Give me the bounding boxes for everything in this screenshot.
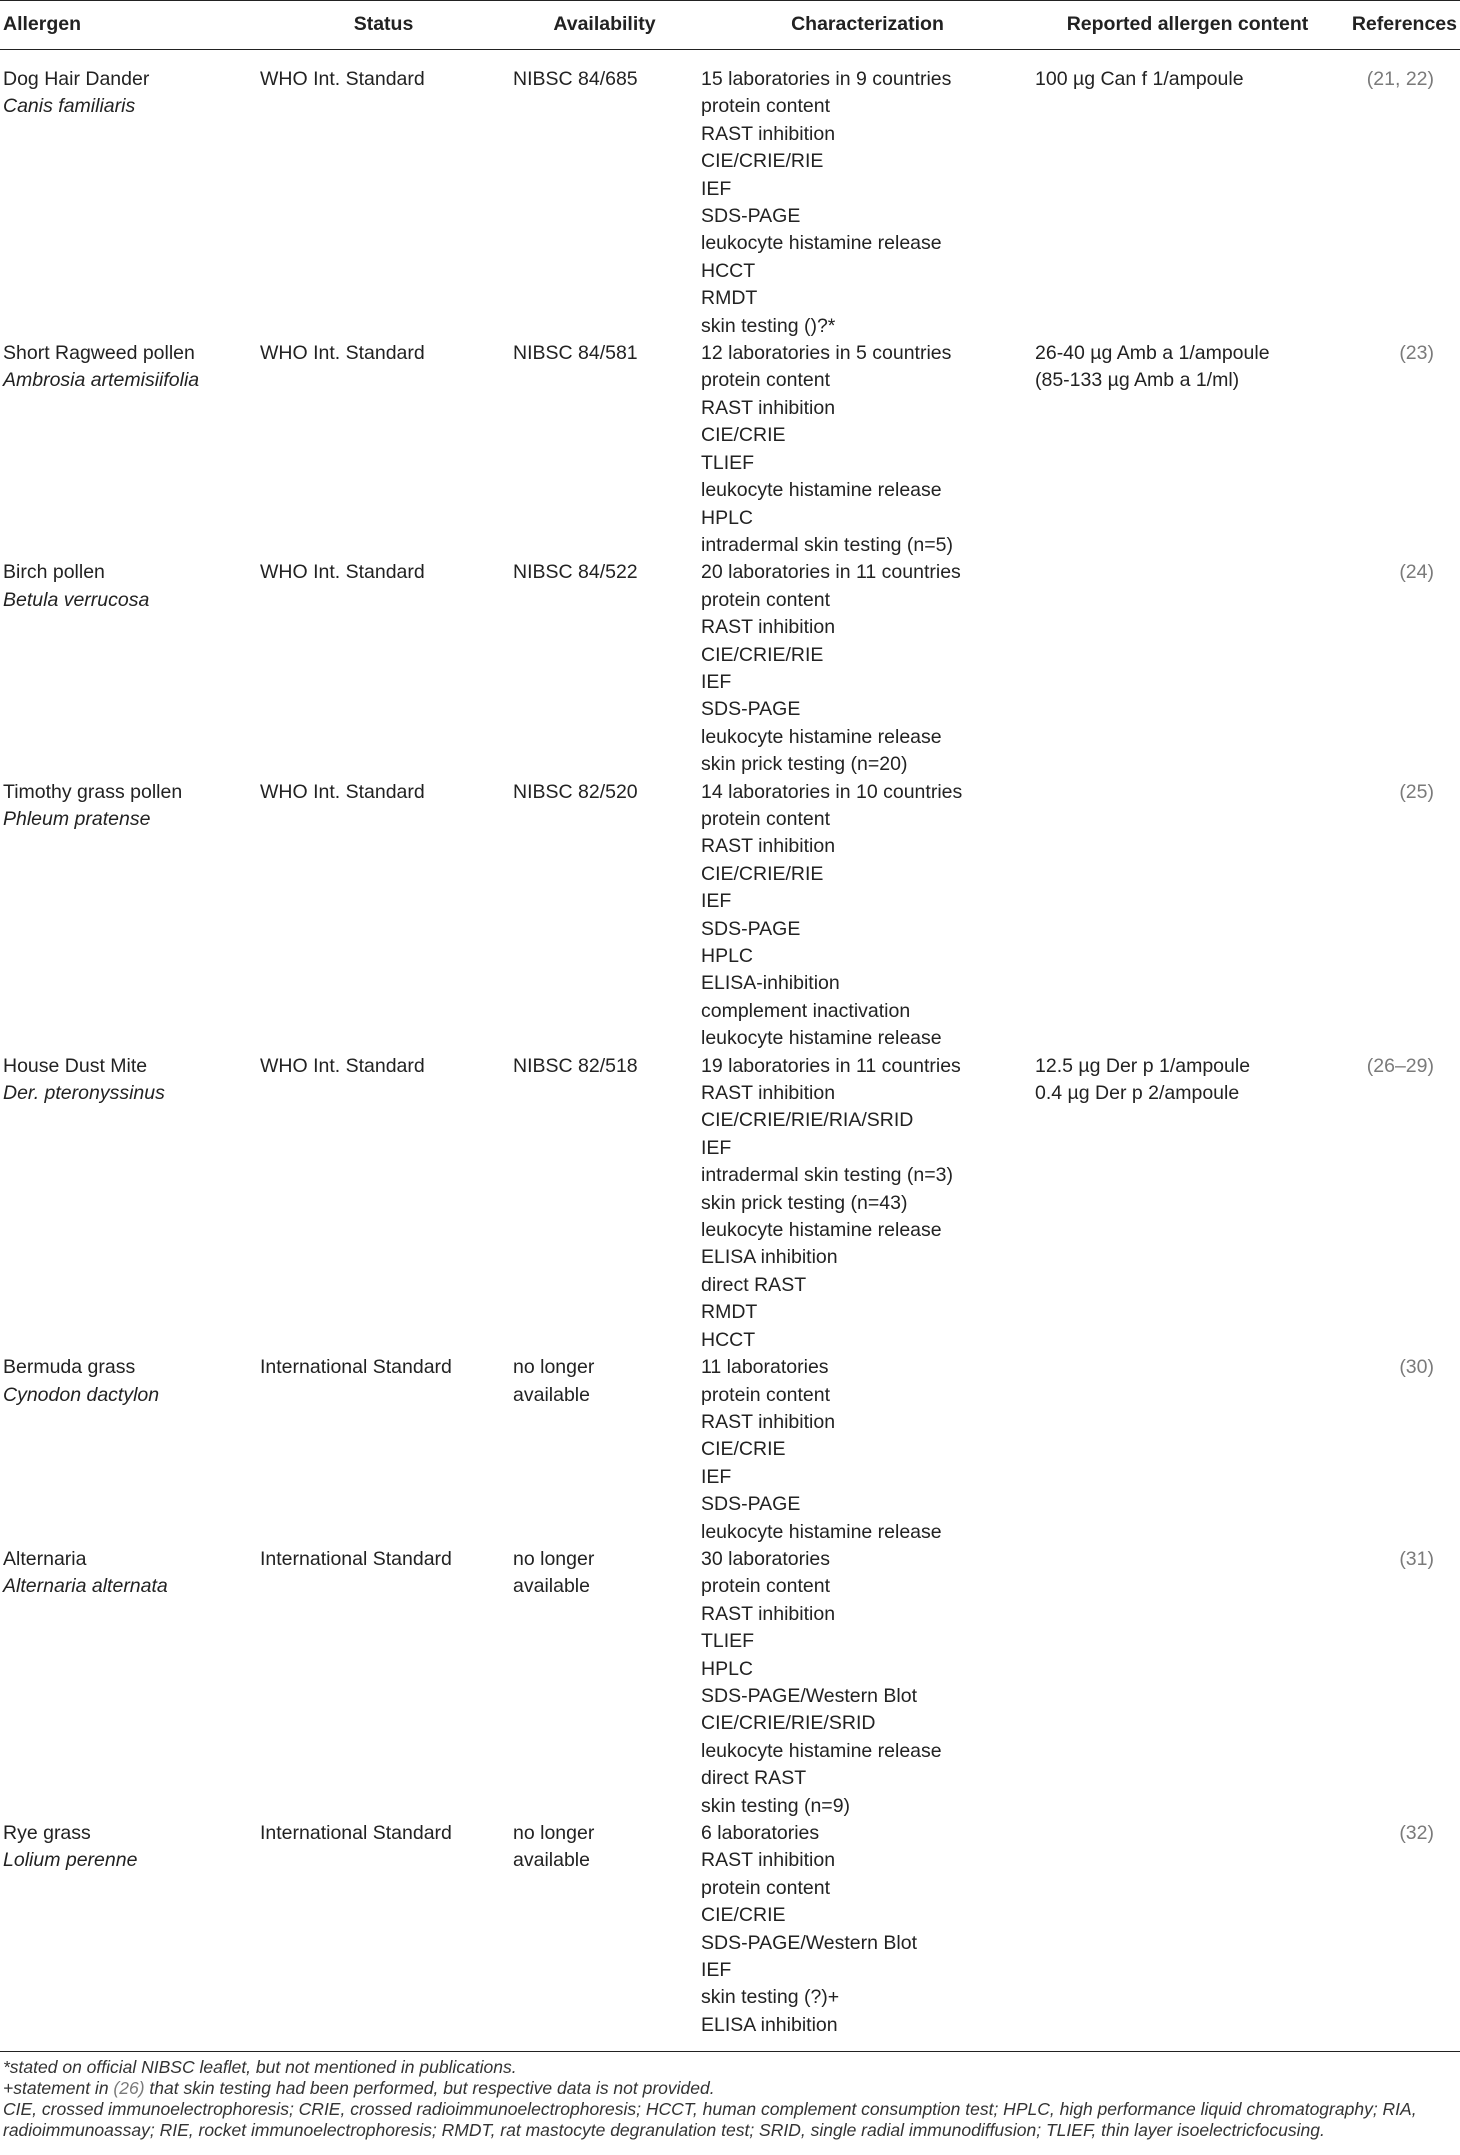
characterization-item: leukocyte histamine release <box>701 1027 942 1050</box>
footnote-plus <box>3 2078 1453 2099</box>
characterization-item: leukocyte histamine release <box>701 1739 942 1762</box>
characterization-item: CIE/CRIE <box>701 1904 786 1927</box>
cell-references <box>1340 559 1460 778</box>
cell-status: International Standard <box>260 1547 452 1570</box>
allergen-latin-name: Ambrosia artemisiifolia <box>3 369 200 392</box>
characterization-item: CIE/CRIE/RIE <box>701 643 824 666</box>
cell-availability: NIBSC 82/520 <box>513 780 638 803</box>
characterization-item: IEF <box>701 1136 732 1159</box>
allergen-content-line: 26-40 µg Amb a 1/ampoule <box>1035 342 1270 365</box>
column-header-availability: Availability <box>509 1 700 50</box>
characterization-item: IEF <box>701 1959 732 1982</box>
cell-references <box>1340 50 1460 341</box>
footnote-abbreviations: CIE, crossed immunoelectrophoresis; CRIE, crossed radioimmunoelectrophoresis; HCCT, human complement consumption test; HPLC, high performance liquid chromatography; RIA, radioimmunoassay; RIE, rocket immunoelectrophoresis; RMDT, rat mastocyte degranulation test; SRID, single radial immunodiffusion; TLIEF, thin layer isoelectricfocusing. <box>3 2099 1417 2140</box>
cell-allergen-content <box>1035 559 1340 778</box>
table-row <box>0 1546 1460 1820</box>
cell-characterization <box>700 1820 1035 2052</box>
cell-references <box>1340 1820 1460 2052</box>
cell-characterization <box>700 1546 1035 1820</box>
table-row <box>0 1354 1460 1546</box>
cell-characterization <box>700 559 1035 778</box>
header-row <box>0 1 1460 50</box>
cell-allergen <box>0 340 258 559</box>
characterization-item: SDS-PAGE/Western Blot <box>701 1684 918 1707</box>
allergen-latin-name: Canis familiaris <box>3 95 136 118</box>
cell-allergen <box>0 50 258 341</box>
characterization-item: 15 laboratories in 9 countries <box>701 68 952 90</box>
column-header-references: References <box>1340 1 1460 50</box>
cell-allergen-content <box>1035 1354 1340 1546</box>
characterization-item: 19 laboratories in 11 countries <box>701 1054 961 1077</box>
characterization-item: protein content <box>701 1575 831 1598</box>
characterization-item: ELISA inhibition <box>701 2013 838 2036</box>
characterization-item: 14 laboratories in 10 countries <box>701 780 963 803</box>
allergen-content-line: 12.5 µg Der p 1/ampoule <box>1035 1054 1251 1077</box>
characterization-item: ELISA inhibition <box>701 1246 838 1269</box>
table-row <box>0 779 1460 1053</box>
allergen-name: Rye grass <box>3 1822 91 1844</box>
characterization-item: skin testing (n=9) <box>701 1794 851 1817</box>
characterization-item: SDS-PAGE <box>701 917 801 940</box>
characterization-item: SDS-PAGE <box>701 1493 801 1516</box>
characterization-item: skin prick testing (n=43) <box>701 1191 908 1214</box>
characterization-item: RAST inhibition <box>701 1082 836 1105</box>
characterization-item: complement inactivation <box>701 999 911 1022</box>
characterization-item: 20 laboratories in 11 countries <box>701 561 961 584</box>
characterization-item: leukocyte histamine release <box>701 1219 942 1242</box>
allergen-name: Short Ragweed pollen <box>3 342 195 365</box>
cell-characterization <box>700 340 1035 559</box>
availability-line: no longer <box>513 1547 595 1570</box>
characterization-item: 11 laboratories <box>701 1356 829 1379</box>
characterization-item: CIE/CRIE/RIE <box>701 862 824 885</box>
table-row <box>0 1053 1460 1354</box>
reference-link[interactable]: (25) <box>1399 780 1434 803</box>
allergen-name: House Dust Mite <box>3 1054 148 1077</box>
reference-link[interactable]: (30) <box>1399 1356 1434 1379</box>
cell-allergen-content <box>1035 1546 1340 1820</box>
cell-allergen <box>0 1820 258 2052</box>
cell-allergen <box>0 1354 258 1546</box>
characterization-item: HCCT <box>701 1328 756 1351</box>
characterization-item: intradermal skin testing (n=5) <box>701 533 953 556</box>
allergen-latin-name: Lolium perenne <box>3 1849 138 1872</box>
table-row <box>0 340 1460 559</box>
characterization-item: RMDT <box>701 287 758 310</box>
cell-characterization <box>700 50 1035 341</box>
allergen-name: Bermuda grass <box>3 1356 136 1379</box>
cell-allergen <box>0 1053 258 1354</box>
cell-references <box>1340 1546 1460 1820</box>
cell-status: WHO Int. Standard <box>260 1054 425 1077</box>
characterization-item: RAST inhibition <box>701 1849 836 1872</box>
characterization-item: skin testing ()?* <box>701 314 836 337</box>
cell-references <box>1340 1053 1460 1354</box>
footnote-star: *stated on official NIBSC leaflet, but not mentioned in publications. <box>3 2057 517 2077</box>
cell-availability: NIBSC 84/581 <box>513 342 638 365</box>
cell-availability: NIBSC 82/518 <box>513 1054 638 1077</box>
reference-link[interactable]: (24) <box>1399 561 1434 584</box>
characterization-item: HPLC <box>701 506 754 529</box>
characterization-item: IEF <box>701 890 732 913</box>
characterization-item: leukocyte histamine release <box>701 479 942 502</box>
reference-link[interactable]: (23) <box>1399 342 1434 365</box>
characterization-item: IEF <box>701 177 732 200</box>
cell-allergen-content <box>1035 50 1340 341</box>
footnote-plus-suffix: that skin testing had been performed, but respective data is not provided. <box>144 2078 715 2098</box>
reference-link[interactable]: (21, 22) <box>1366 68 1434 90</box>
characterization-item: CIE/CRIE <box>701 424 786 447</box>
reference-link[interactable]: (26–29) <box>1366 1054 1434 1077</box>
characterization-item: direct RAST <box>701 1767 807 1790</box>
characterization-item: RAST inhibition <box>701 122 836 145</box>
cell-allergen-content <box>1035 1053 1340 1354</box>
characterization-item: direct RAST <box>701 1273 807 1296</box>
characterization-item: protein content <box>701 1876 831 1899</box>
characterization-item: RAST inhibition <box>701 396 836 419</box>
characterization-item: RAST inhibition <box>701 616 836 639</box>
availability-line: available <box>513 1849 590 1872</box>
cell-status: WHO Int. Standard <box>260 561 425 584</box>
characterization-item: leukocyte histamine release <box>701 725 942 748</box>
characterization-item: CIE/CRIE <box>701 1438 786 1461</box>
cell-availability <box>509 1354 700 1546</box>
reference-link[interactable]: (32) <box>1399 1822 1434 1844</box>
reference-link[interactable]: (31) <box>1399 1547 1434 1570</box>
footnote-plus-prefix: +statement in <box>3 2078 114 2098</box>
cell-status: WHO Int. Standard <box>260 780 425 803</box>
allergen-latin-name: Cynodon dactylon <box>3 1383 160 1406</box>
allergen-name: Alternaria <box>3 1547 87 1570</box>
characterization-item: CIE/CRIE/RIE/RIA/SRID <box>701 1109 914 1132</box>
allergen-latin-name: Der. pteronyssinus <box>3 1082 165 1105</box>
cell-characterization <box>700 1053 1035 1354</box>
cell-allergen-content <box>1035 340 1340 559</box>
characterization-item: HPLC <box>701 1657 754 1680</box>
allergen-content-line: 0.4 µg Der p 2/ampoule <box>1035 1082 1240 1105</box>
characterization-item: CIE/CRIE/RIE/SRID <box>701 1712 876 1735</box>
characterization-item: TLIEF <box>701 1630 755 1653</box>
allergen-content-line: (85-133 µg Amb a 1/ml) <box>1035 369 1240 392</box>
column-header-status: Status <box>258 1 509 50</box>
characterization-item: IEF <box>701 670 732 693</box>
cell-availability <box>509 1546 700 1820</box>
characterization-item: intradermal skin testing (n=3) <box>701 1164 953 1187</box>
cell-allergen-content <box>1035 779 1340 1053</box>
table-body <box>0 50 1460 2052</box>
allergen-content-line: 100 µg Can f 1/ampoule <box>1035 68 1244 90</box>
characterization-item: skin prick testing (n=20) <box>701 753 908 776</box>
allergen-name: Timothy grass pollen <box>3 780 183 803</box>
characterization-item: 6 laboratories <box>701 1822 820 1844</box>
characterization-item: IEF <box>701 1465 732 1488</box>
characterization-item: SDS-PAGE/Western Blot <box>701 1931 918 1954</box>
cell-status: WHO Int. Standard <box>260 342 425 365</box>
allergen-name: Birch pollen <box>3 561 105 584</box>
characterization-item: RAST inhibition <box>701 835 836 858</box>
cell-characterization <box>700 779 1035 1053</box>
footnote-plus-reference[interactable]: (26) <box>113 2078 145 2098</box>
column-header-allergen: Allergen <box>0 1 258 50</box>
characterization-item: protein content <box>701 369 831 392</box>
availability-line: available <box>513 1575 590 1598</box>
allergen-name: Dog Hair Dander <box>3 68 150 90</box>
cell-references <box>1340 1354 1460 1546</box>
cell-availability <box>509 1820 700 2052</box>
characterization-item: SDS-PAGE <box>701 205 801 228</box>
characterization-item: RAST inhibition <box>701 1602 836 1625</box>
table-header <box>0 1 1460 50</box>
cell-allergen <box>0 779 258 1053</box>
characterization-item: CIE/CRIE/RIE <box>701 150 824 173</box>
allergen-latin-name: Phleum pratense <box>3 807 151 830</box>
allergen-latin-name: Alternaria alternata <box>3 1575 168 1598</box>
cell-status: International Standard <box>258 1820 509 2052</box>
characterization-item: 12 laboratories in 5 countries <box>701 342 952 365</box>
availability-line: no longer <box>513 1356 595 1379</box>
characterization-item: skin testing (?)+ <box>701 1986 840 2009</box>
characterization-item: protein content <box>701 1383 831 1406</box>
column-header-characterization: Characterization <box>700 1 1035 50</box>
table-row <box>0 50 1460 341</box>
allergen-latin-name: Betula verrucosa <box>3 588 150 611</box>
characterization-item: RMDT <box>701 1301 758 1324</box>
cell-allergen-content <box>1035 1820 1340 2052</box>
table-row <box>0 559 1460 778</box>
characterization-item: leukocyte histamine release <box>701 232 942 255</box>
cell-availability: NIBSC 84/522 <box>513 561 638 584</box>
characterization-item: protein content <box>701 95 831 118</box>
characterization-item: SDS-PAGE <box>701 698 801 721</box>
characterization-item: 30 laboratories <box>701 1547 830 1570</box>
availability-line: available <box>513 1383 590 1406</box>
cell-characterization <box>700 1354 1035 1546</box>
table-row <box>0 1820 1460 2052</box>
characterization-item: HPLC <box>701 945 754 967</box>
availability-line: no longer <box>513 1822 595 1844</box>
characterization-item: protein content <box>701 807 831 830</box>
characterization-item: ELISA-inhibition <box>701 972 840 995</box>
characterization-item: leukocyte histamine release <box>701 1520 942 1543</box>
characterization-item: RAST inhibition <box>701 1410 836 1433</box>
cell-allergen <box>0 559 258 778</box>
characterization-item: protein content <box>701 588 831 611</box>
cell-status: International Standard <box>260 1356 452 1379</box>
table-footnotes <box>3 2057 1453 2141</box>
cell-allergen <box>0 1546 258 1820</box>
characterization-item: HCCT <box>701 259 756 282</box>
cell-references <box>1340 779 1460 1053</box>
cell-references <box>1340 340 1460 559</box>
characterization-item: TLIEF <box>701 451 755 474</box>
column-header-allergen-content: Reported allergen content <box>1035 1 1340 50</box>
cell-availability: NIBSC 84/685 <box>513 68 638 90</box>
cell-status: WHO Int. Standard <box>260 68 425 90</box>
